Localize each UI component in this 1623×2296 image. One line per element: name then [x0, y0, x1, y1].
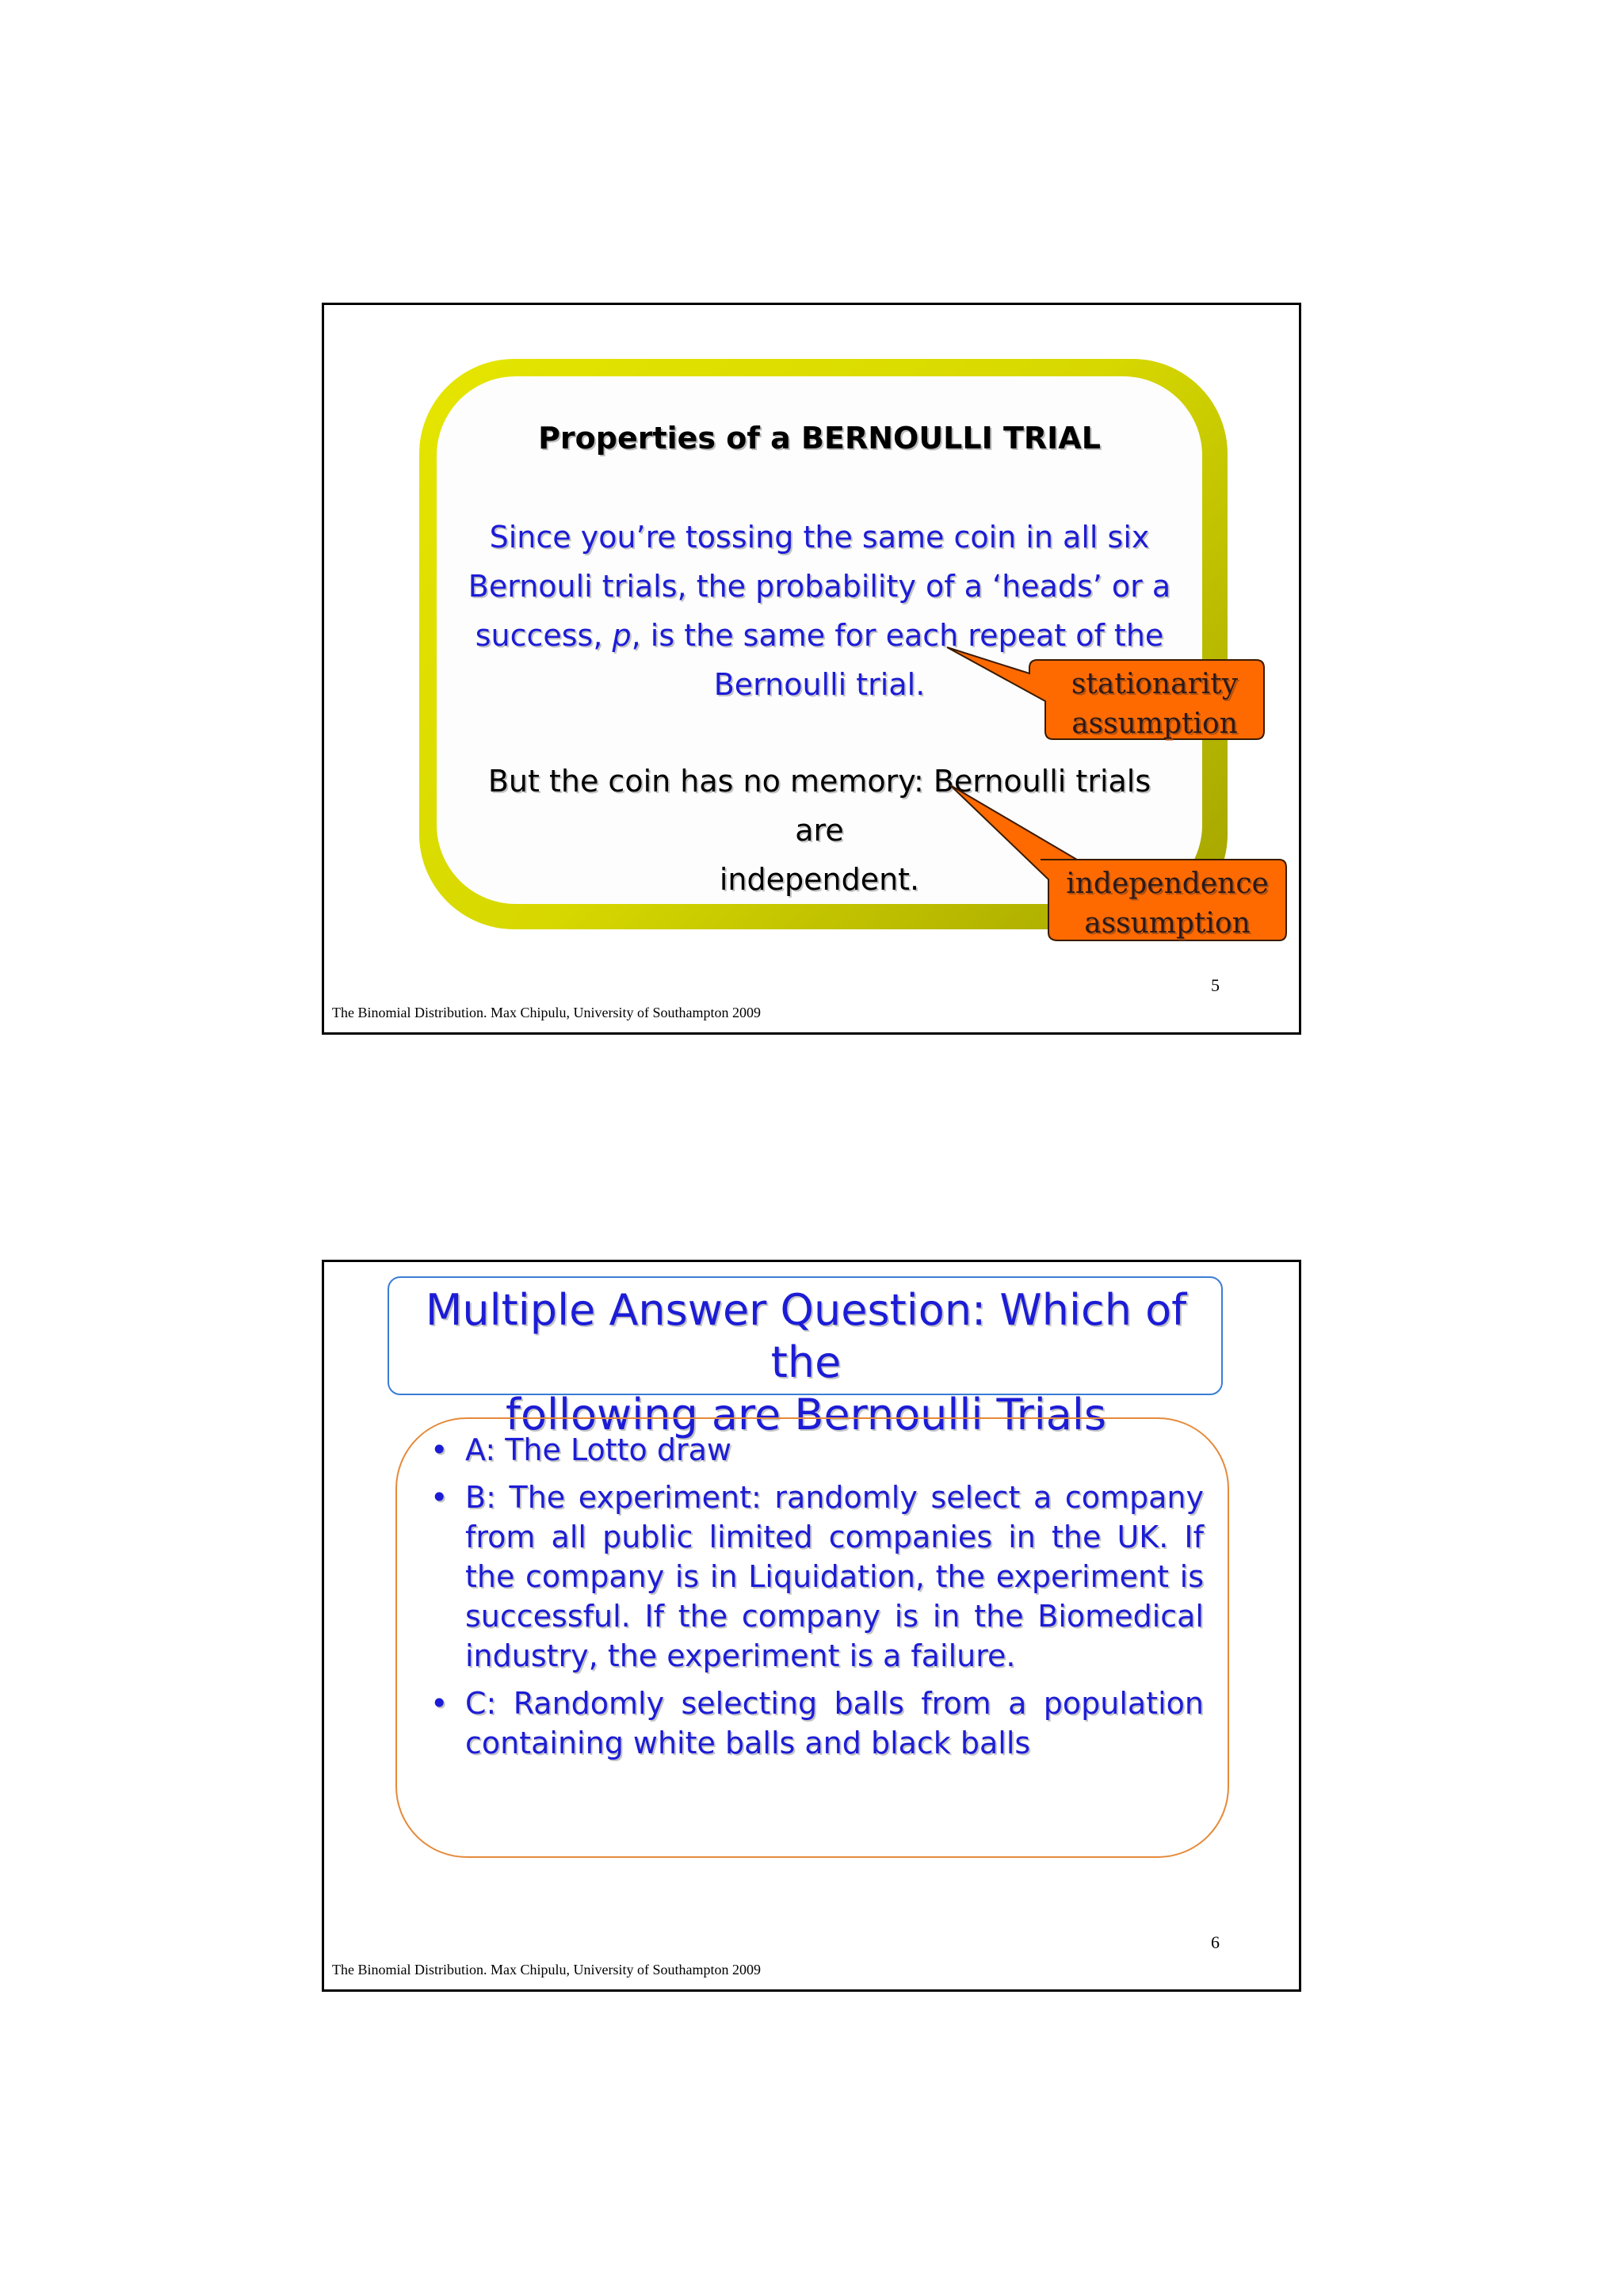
stationarity-callout: stationarity assumption: [1071, 668, 1239, 740]
bullet-icon: •: [430, 1686, 449, 1721]
bullet-icon: •: [430, 1480, 449, 1515]
page-number: 6: [1211, 1932, 1220, 1952]
slide-footer: The Binomial Distribution. Max Chipulu, University of Southampton 2009: [332, 1005, 761, 1020]
page-number: 5: [1211, 975, 1220, 995]
slide-title: Properties of a BERNOULLI TRIAL: [538, 421, 1101, 456]
slide-title: Multiple Answer Question: Which of the following are Bernoulli Trials: [425, 1285, 1187, 1440]
independence-paragraph: But the coin has no memory: Bernoulli trials are independent.: [487, 764, 1151, 897]
independence-callout: independence assumption: [1066, 868, 1269, 940]
slide-5: [322, 303, 1301, 1035]
bullet-icon: •: [430, 1432, 449, 1467]
option-a: • A: The Lotto draw: [427, 1430, 1204, 1470]
slide-footer: The Binomial Distribution. Max Chipulu, University of Southampton 2009: [332, 1962, 761, 1978]
answer-options-list: [427, 1430, 1204, 1771]
stationarity-paragraph: Since you’re tossing the same coin in all six Bernouli trials, the probability of a ‘heads’ or a success, p, is the same for each repeat of the Bernoulli trial.: [468, 520, 1171, 702]
slide-6: [322, 1260, 1301, 1992]
option-b: • B: The experiment: randomly select a company from all public limited companies in the UK. If the company is in Liquidation, the experiment is successful. If the company is in the Biomedical industry, the experiment is a failure.: [427, 1478, 1204, 1676]
option-c: • C: Randomly selecting balls from a population containing white balls and black balls: [427, 1684, 1204, 1763]
